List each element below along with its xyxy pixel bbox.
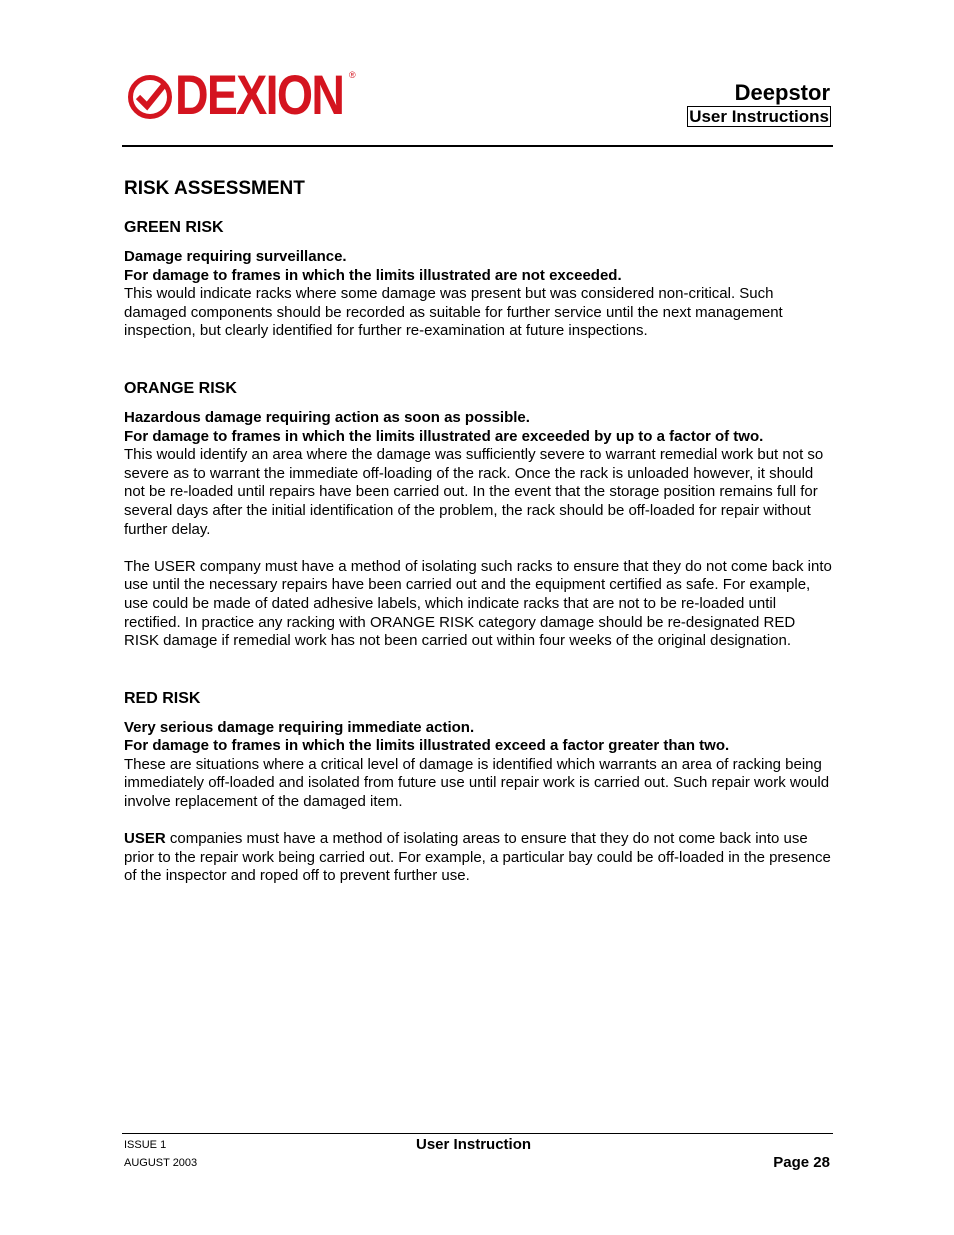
red-risk-paragraph-2 (124, 830, 834, 886)
green-risk-paragraph: This would indicate racks where some damage was present but was considered non-critical. Such damaged components should be recorded as suitable for further service until the next management inspection, but clearly identified for further re-examination at future inspections. (124, 285, 783, 340)
footer-date: AUGUST 2003 (124, 1157, 198, 1169)
document-title: Deepstor (734, 80, 830, 105)
orange-risk-paragraph-1: This would identify an area where the damage was sufficiently severe to warrant remedial work but not so severe as to warrant the immediate off-loading of the rack. Once the rack is unloaded however, it should not be re-loaded until repairs have been carried out. In the event that the storage position remains full for several days after the initial identification of the problem, the rack should be off-loaded for repair without further delay. (124, 446, 824, 538)
orange-risk-section (124, 379, 834, 651)
red-risk-paragraph-1: These are situations where a critical level of damage is identified which warrants an area of racking being immediately off-loaded and isolated from future use until repair work is carried out. Such repair work would involve replacement of the damaged item. (124, 755, 830, 811)
orange-risk-bold-2: For damage to frames in which the limits illustrated are exceeded by up to a factor of two. (124, 427, 764, 445)
green-risk-bold-2: For damage to frames in which the limits illustrated are not exceeded. (124, 266, 622, 284)
registered-mark: ® (349, 70, 356, 80)
footer-page-number: Page 28 (773, 1154, 830, 1171)
logo-text: DEXION (175, 63, 344, 126)
green-risk-heading: GREEN RISK (124, 219, 224, 236)
footer-center-title: User Instruction (416, 1136, 532, 1153)
red-risk-bold-2: For damage to frames in which the limits illustrated exceed a factor greater than two. (124, 737, 730, 755)
red-risk-section (124, 689, 834, 886)
footer-divider (122, 1133, 833, 1134)
footer-issue: ISSUE 1 (124, 1139, 167, 1151)
check-circle-icon (127, 74, 173, 120)
header-divider (122, 145, 833, 147)
red-risk-paragraph-2-text: companies must have a method of isolating areas to ensure that they do not come back into use prior to the repair work being carried out. For example, a particular bay could be off-loaded in the presence of the inspector and roped off to prevent further use. (124, 830, 831, 885)
dexion-logo (127, 63, 359, 126)
main-content (124, 178, 834, 886)
orange-risk-paragraph-2: The USER company must have a method of isolating such racks to ensure that they do not come back into use until the necessary repairs have been carried out and the equipment certified as safe. For example, use could be made of dated adhesive labels, which indicate racks that are not to be re-loaded until rectified. In practice any racking with ORANGE RISK category damage should be re-designated RED RISK damage if remedial work has not been carried out within four weeks of the original designation. (124, 557, 832, 650)
orange-risk-bold-1: Hazardous damage requiring action as soon as possible. (124, 408, 530, 426)
user-emphasis: USER (124, 830, 166, 848)
green-risk-section (124, 218, 834, 341)
orange-risk-heading: ORANGE RISK (124, 379, 237, 397)
document-subtitle: User Instructions (689, 107, 829, 126)
red-risk-bold-1: Very serious damage requiring immediate action. (124, 718, 475, 736)
red-risk-heading: RED RISK (124, 689, 201, 707)
page-heading: RISK ASSESSMENT (124, 178, 305, 199)
green-risk-bold-1: Damage requiring surveillance. (124, 248, 347, 265)
